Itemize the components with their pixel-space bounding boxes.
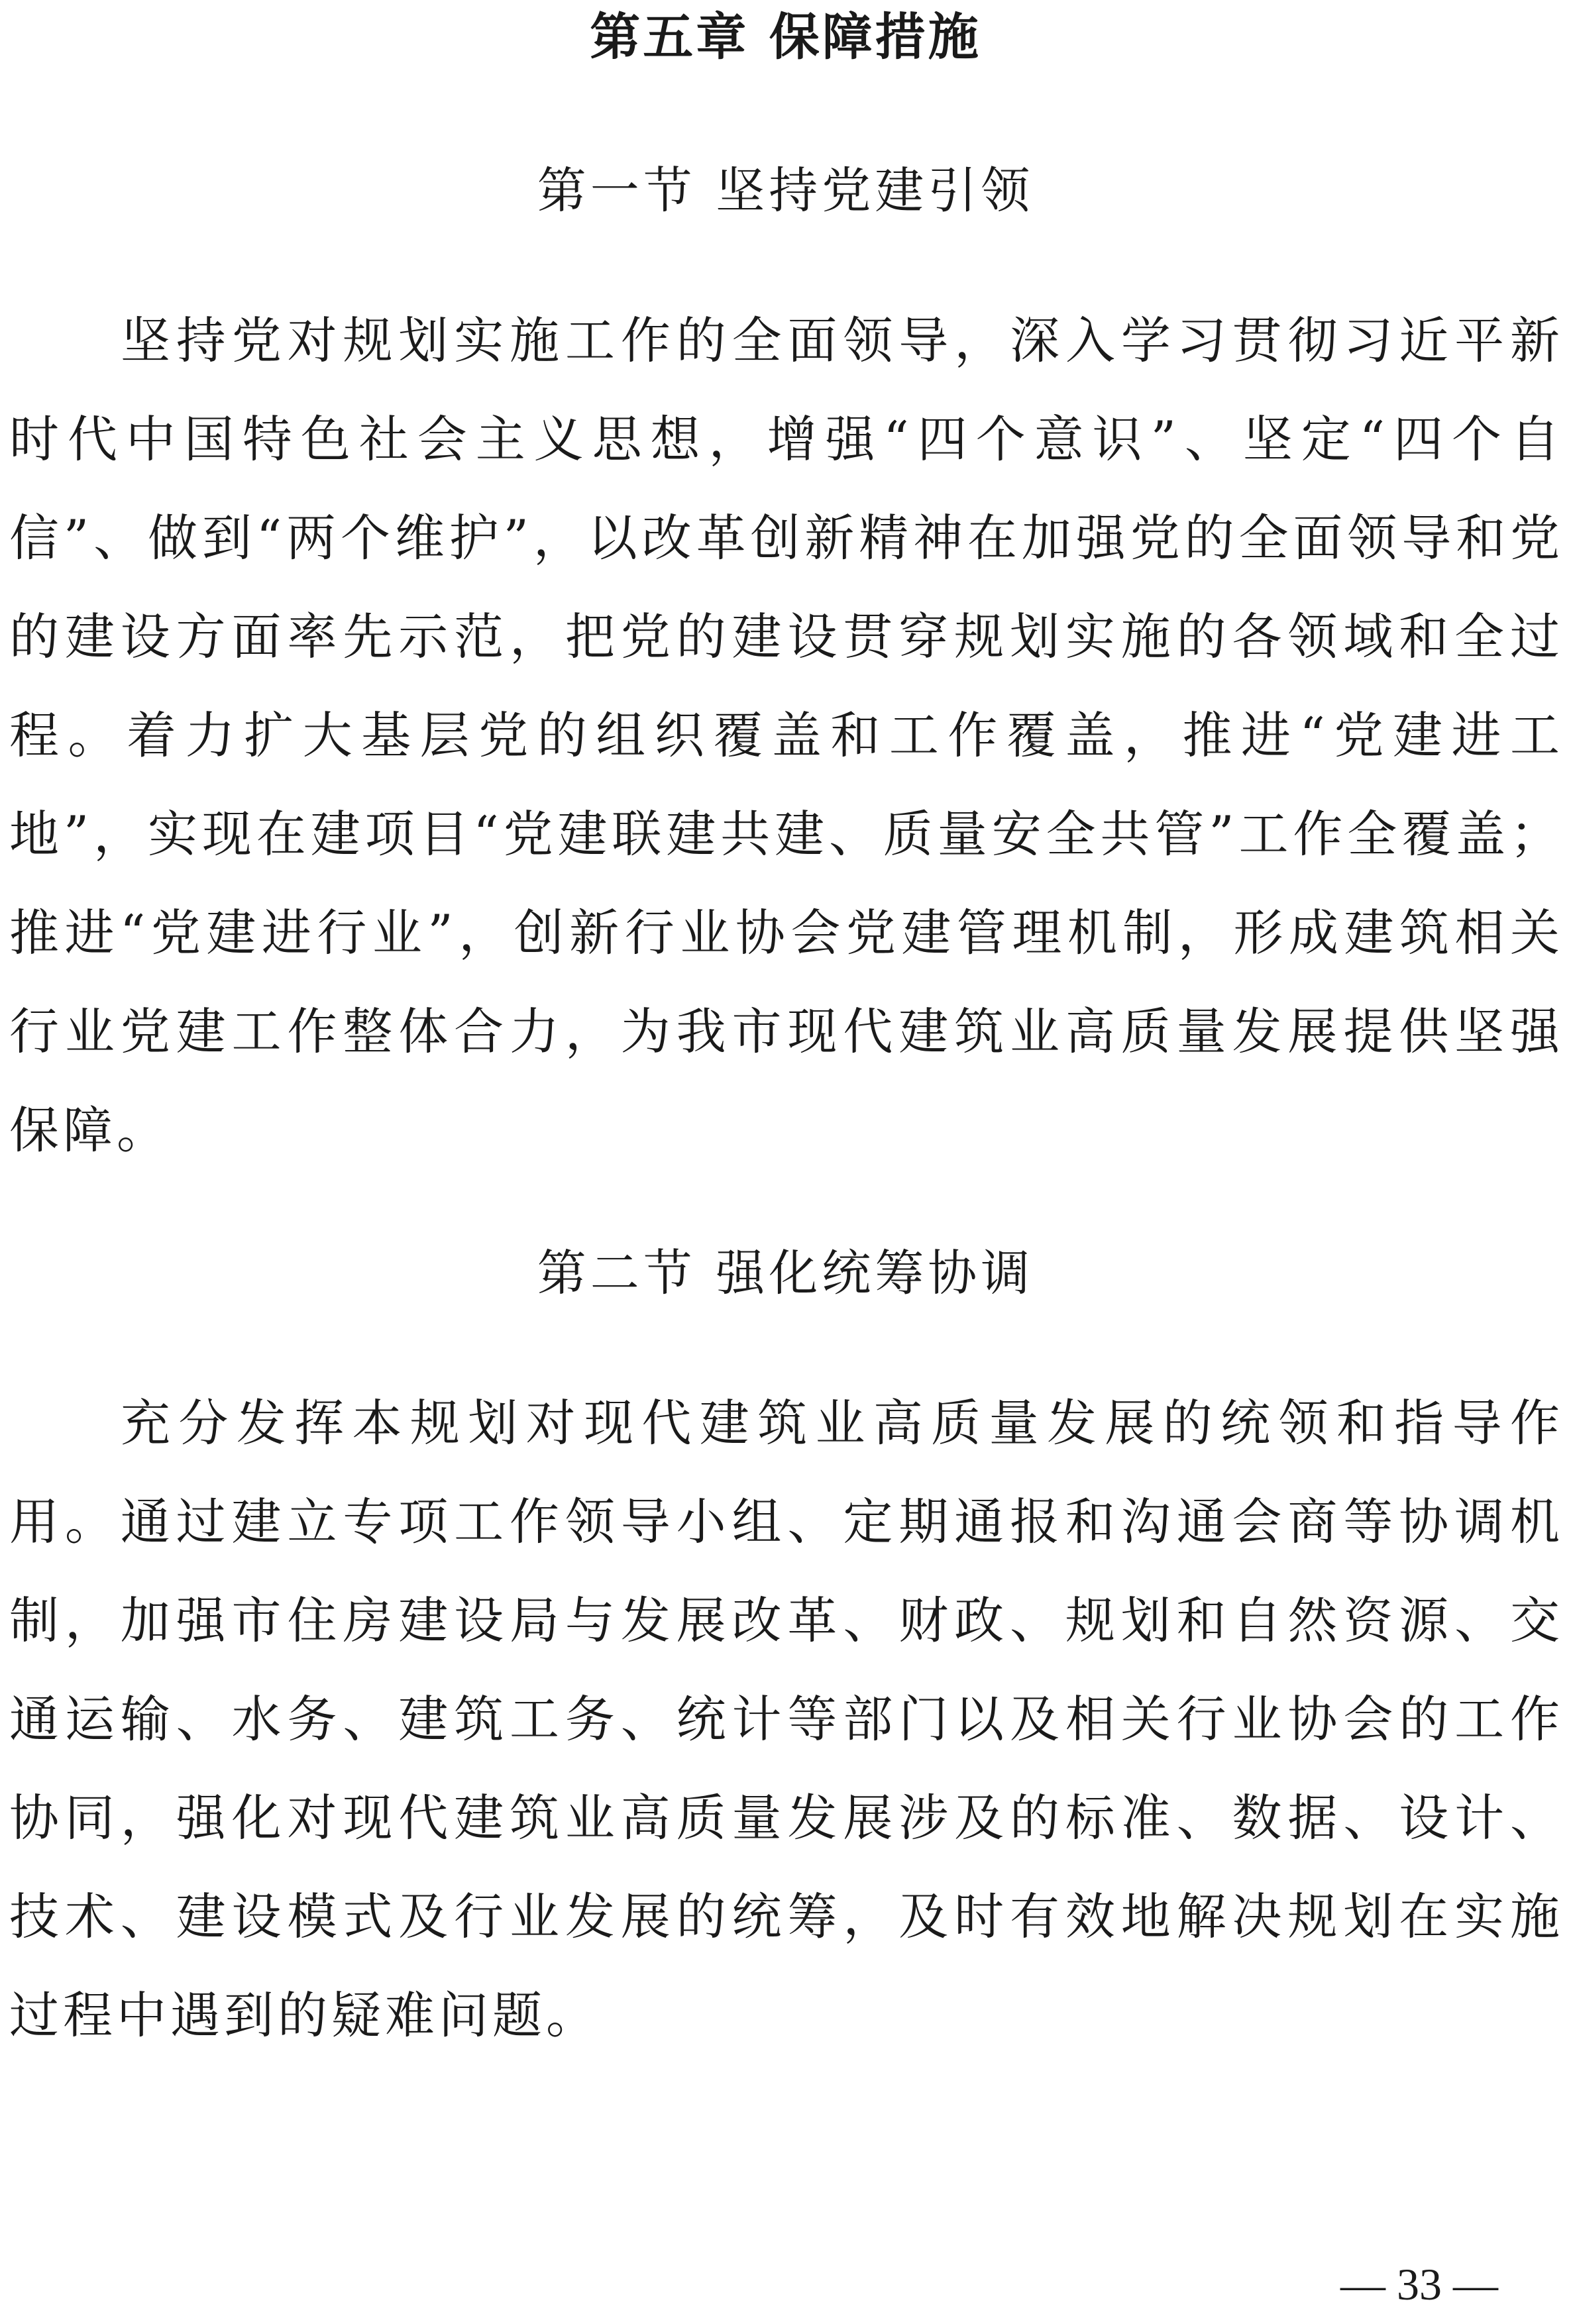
section-2-paragraph: 充分发挥本规划对现代建筑业高质量发展的统领和指导作用。通过建立专项工作领导小组、定期通报和沟通会商等协调机制，加强市住房建设局与发展改革、财政、规划和自然资源、交通运输、水务、建筑工务、统计等部门以及相关行业协会的工作协同，强化对现代建筑业高质量发展涉及的标准、数据、设计、技术、建设模式及行业发展的统筹，及时有效地解决规划在实施过程中遇到的疑难问题。 (9, 1394, 1564, 2044)
page-number: — 33 — (1340, 2259, 1498, 2309)
chapter-title: 第五章 保障措施 (590, 7, 981, 66)
section-title-1: 第一节 坚持党建引领 (537, 162, 1034, 219)
section-1-paragraph: 坚持党对规划实施工作的全面领导，深入学习贯彻习近平新时代中国特色社会主义思想，增强“四个意识”、坚定“四个自信”、做到“两个维护”，以改革创新精神在加强党的全面领导和党的建设方面率先示范，把党的建设贯穿规划实施的各领域和全过程。着力扩大基层党的组织覆盖和工作覆盖，推进“党建进工地”，实现在建项目“党建联建共建、质量安全共管”工作全覆盖；推进“党建进行业”，创新行业协会党建管理机制，形成建筑相关行业党建工作整体合力，为我市现代建筑业高质量发展提供坚强保障。 (9, 311, 1564, 1159)
section-title-2: 第二节 强化统筹协调 (537, 1245, 1034, 1302)
